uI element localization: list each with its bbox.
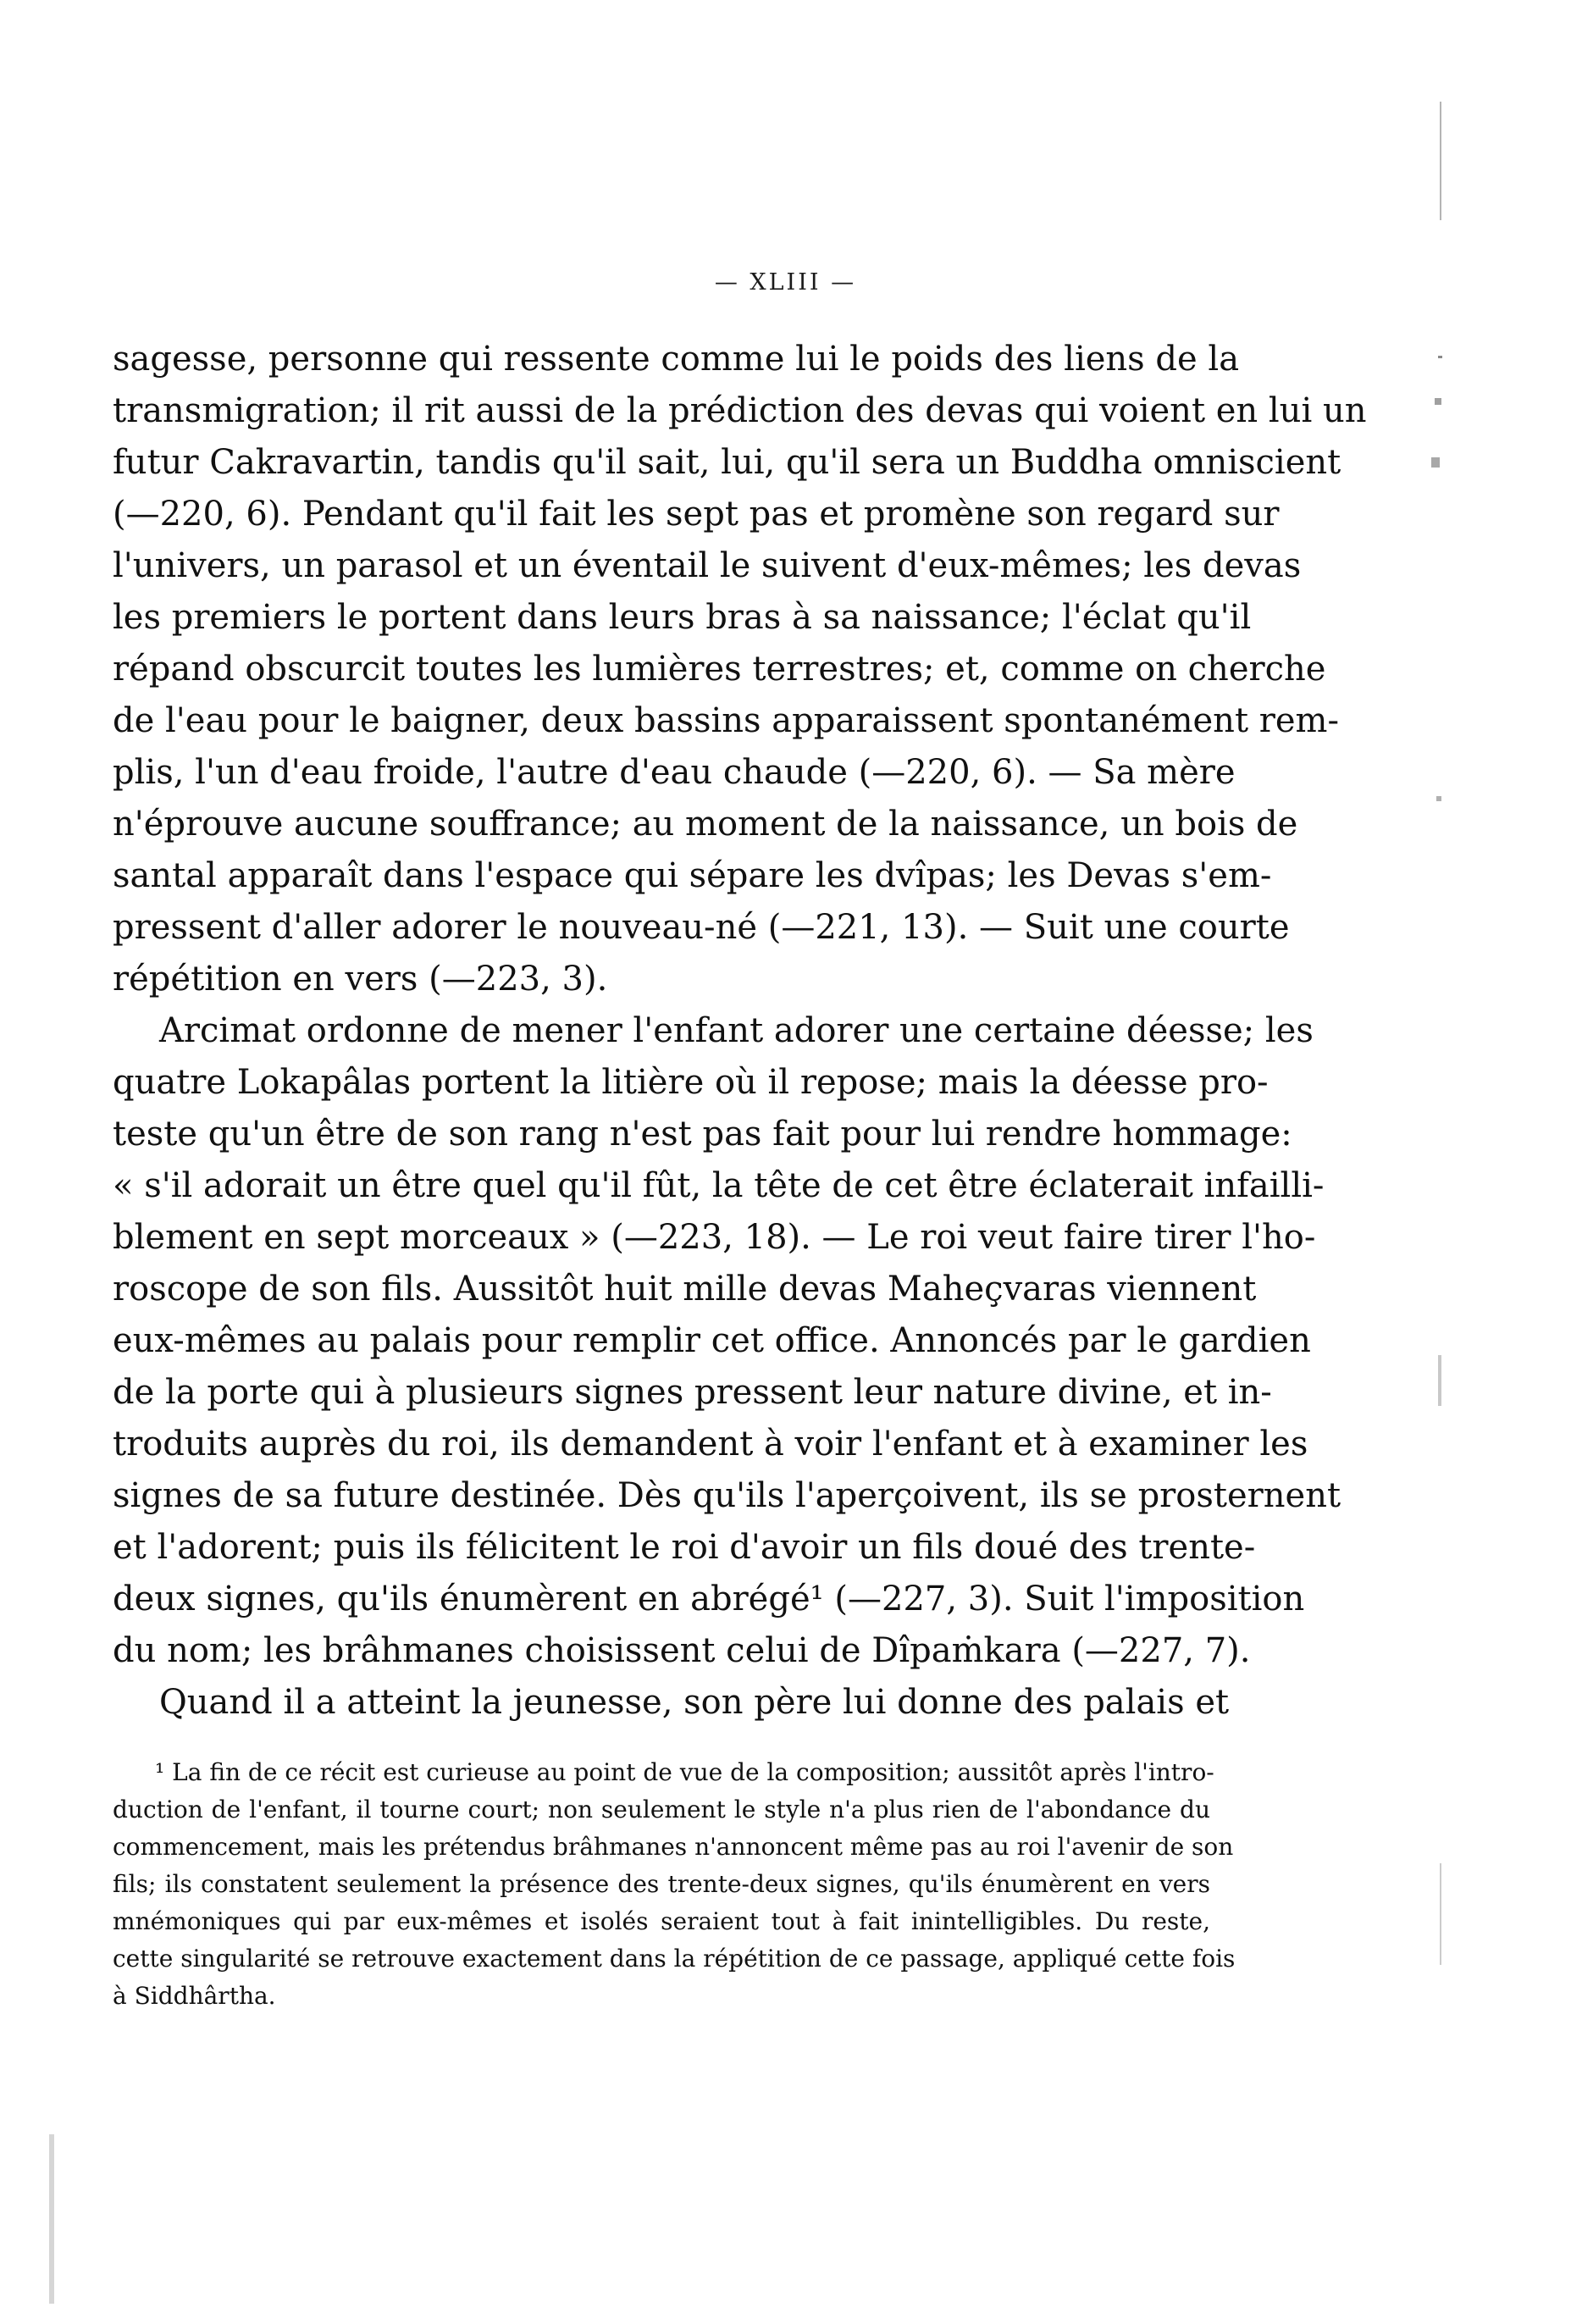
scan-edge-mark xyxy=(1438,1355,1441,1406)
scan-edge-mark xyxy=(49,2134,54,2304)
text-line-1: sagesse, personne qui ressente comme lui le poids des liens de la xyxy=(113,340,1240,379)
text-line-13: répétition en vers (—223, 3). xyxy=(113,960,608,999)
text-line-20: eux-mêmes au palais pour remplir cet office. Annoncés par le gardien xyxy=(113,1321,1311,1360)
text-line-4: (—220, 6). Pendant qu'il fait les sept pas et promène son regard sur xyxy=(113,495,1280,534)
text-line-16: teste qu'un être de son rang n'est pas fait pour lui rendre hommage: xyxy=(113,1115,1292,1154)
scan-edge-mark xyxy=(1435,398,1441,405)
text-line-6: les premiers le portent dans leurs bras à sa naissance; l'éclat qu'il xyxy=(113,598,1252,637)
footnote-line-6: cette singularité se retrouve exactement dans la répétition de ce passage, appliqué cette fois xyxy=(113,1945,1236,1973)
text-line-14: Arcimat ordonne de mener l'enfant adorer une certaine déesse; les xyxy=(159,1011,1314,1050)
main-text xyxy=(113,334,1367,1729)
text-line-27: Quand il a atteint la jeunesse, son père lui donne des palais et xyxy=(159,1683,1230,1722)
text-line-11: santal apparaît dans l'espace qui sépare les dvîpas; les Devas s'em- xyxy=(113,856,1272,895)
scan-edge-mark xyxy=(1438,356,1442,358)
text-line-25: deux signes, qu'ils énumèrent en abrégé¹ (—227, 3). Suit l'imposition xyxy=(113,1580,1305,1618)
text-line-21: de la porte qui à plusieurs signes pressent leur nature divine, et in- xyxy=(113,1373,1272,1412)
text-line-12: pressent d'aller adorer le nouveau-né (—221, 13). — Suit une courte xyxy=(113,908,1290,947)
text-line-19: roscope de son fils. Aussitôt huit mille devas Maheçvaras viennent xyxy=(113,1270,1257,1309)
text-line-18: blement en sept morceaux » (—223, 18). — Le roi veut faire tirer l'ho- xyxy=(113,1218,1316,1257)
text-line-15: quatre Lokapâlas portent la litière où il repose; mais la déesse pro- xyxy=(113,1063,1269,1102)
text-line-9: plis, l'un d'eau froide, l'autre d'eau chaude (—220, 6). — Sa mère xyxy=(113,753,1236,792)
text-line-26: du nom; les brâhmanes choisissent celui de Dîpaṁkara (—227, 7). xyxy=(113,1631,1251,1670)
footnote-line-3: commencement, mais les prétendus brâhmanes n'annoncent même pas au roi l'avenir de son xyxy=(113,1833,1234,1861)
scan-edge-mark xyxy=(1440,102,1441,220)
scan-edge-mark xyxy=(1436,796,1441,801)
footnote-line-5: mnémoniques qui par eux-mêmes et isolés seraient tout à fait inintelligibles. Du reste, xyxy=(113,1907,1210,1935)
text-line-7: répand obscurcit toutes les lumières terrestres; et, comme on cherche xyxy=(113,650,1326,689)
footnote-block xyxy=(113,1754,1236,2015)
text-line-22: troduits auprès du roi, ils demandent à voir l'enfant et à examiner les xyxy=(113,1425,1308,1464)
footnote-line-7: à Siddhârtha. xyxy=(113,1982,276,2010)
text-line-23: signes de sa future destinée. Dès qu'ils l'aperçoivent, ils se prosternent xyxy=(113,1476,1341,1515)
footnote-line-2: duction de l'enfant, il tourne court; non seulement le style n'a plus rien de l'abondance du xyxy=(113,1796,1210,1823)
text-line-5: l'univers, un parasol et un éventail le suivent d'eux-mêmes; les devas xyxy=(113,546,1302,585)
scan-edge-mark xyxy=(1440,1863,1441,1965)
page-number-header: — XLIII — xyxy=(714,269,857,296)
scan-edge-mark xyxy=(1431,457,1440,468)
text-line-8: de l'eau pour le baigner, deux bassins apparaissent spontanément rem- xyxy=(113,701,1339,740)
text-line-24: et l'adorent; puis ils félicitent le roi d'avoir un fils doué des trente- xyxy=(113,1528,1256,1567)
footnote-line-4: fils; ils constatent seulement la présence des trente-deux signes, qu'ils énumèrent en vers xyxy=(113,1870,1210,1898)
text-line-17: « s'il adorait un être quel qu'il fût, la tête de cet être éclaterait infailli- xyxy=(113,1166,1325,1205)
text-line-2: transmigration; il rit aussi de la prédiction des devas qui voient en lui un xyxy=(113,391,1367,430)
text-line-10: n'éprouve aucune souffrance; au moment de la naissance, un bois de xyxy=(113,805,1298,844)
text-line-3: futur Cakravartin, tandis qu'il sait, lui, qu'il sera un Buddha omniscient xyxy=(113,443,1341,482)
footnote-line-1: ¹ La fin de ce récit est curieuse au point de vue de la composition; aussitôt après l'intro- xyxy=(155,1758,1214,1786)
